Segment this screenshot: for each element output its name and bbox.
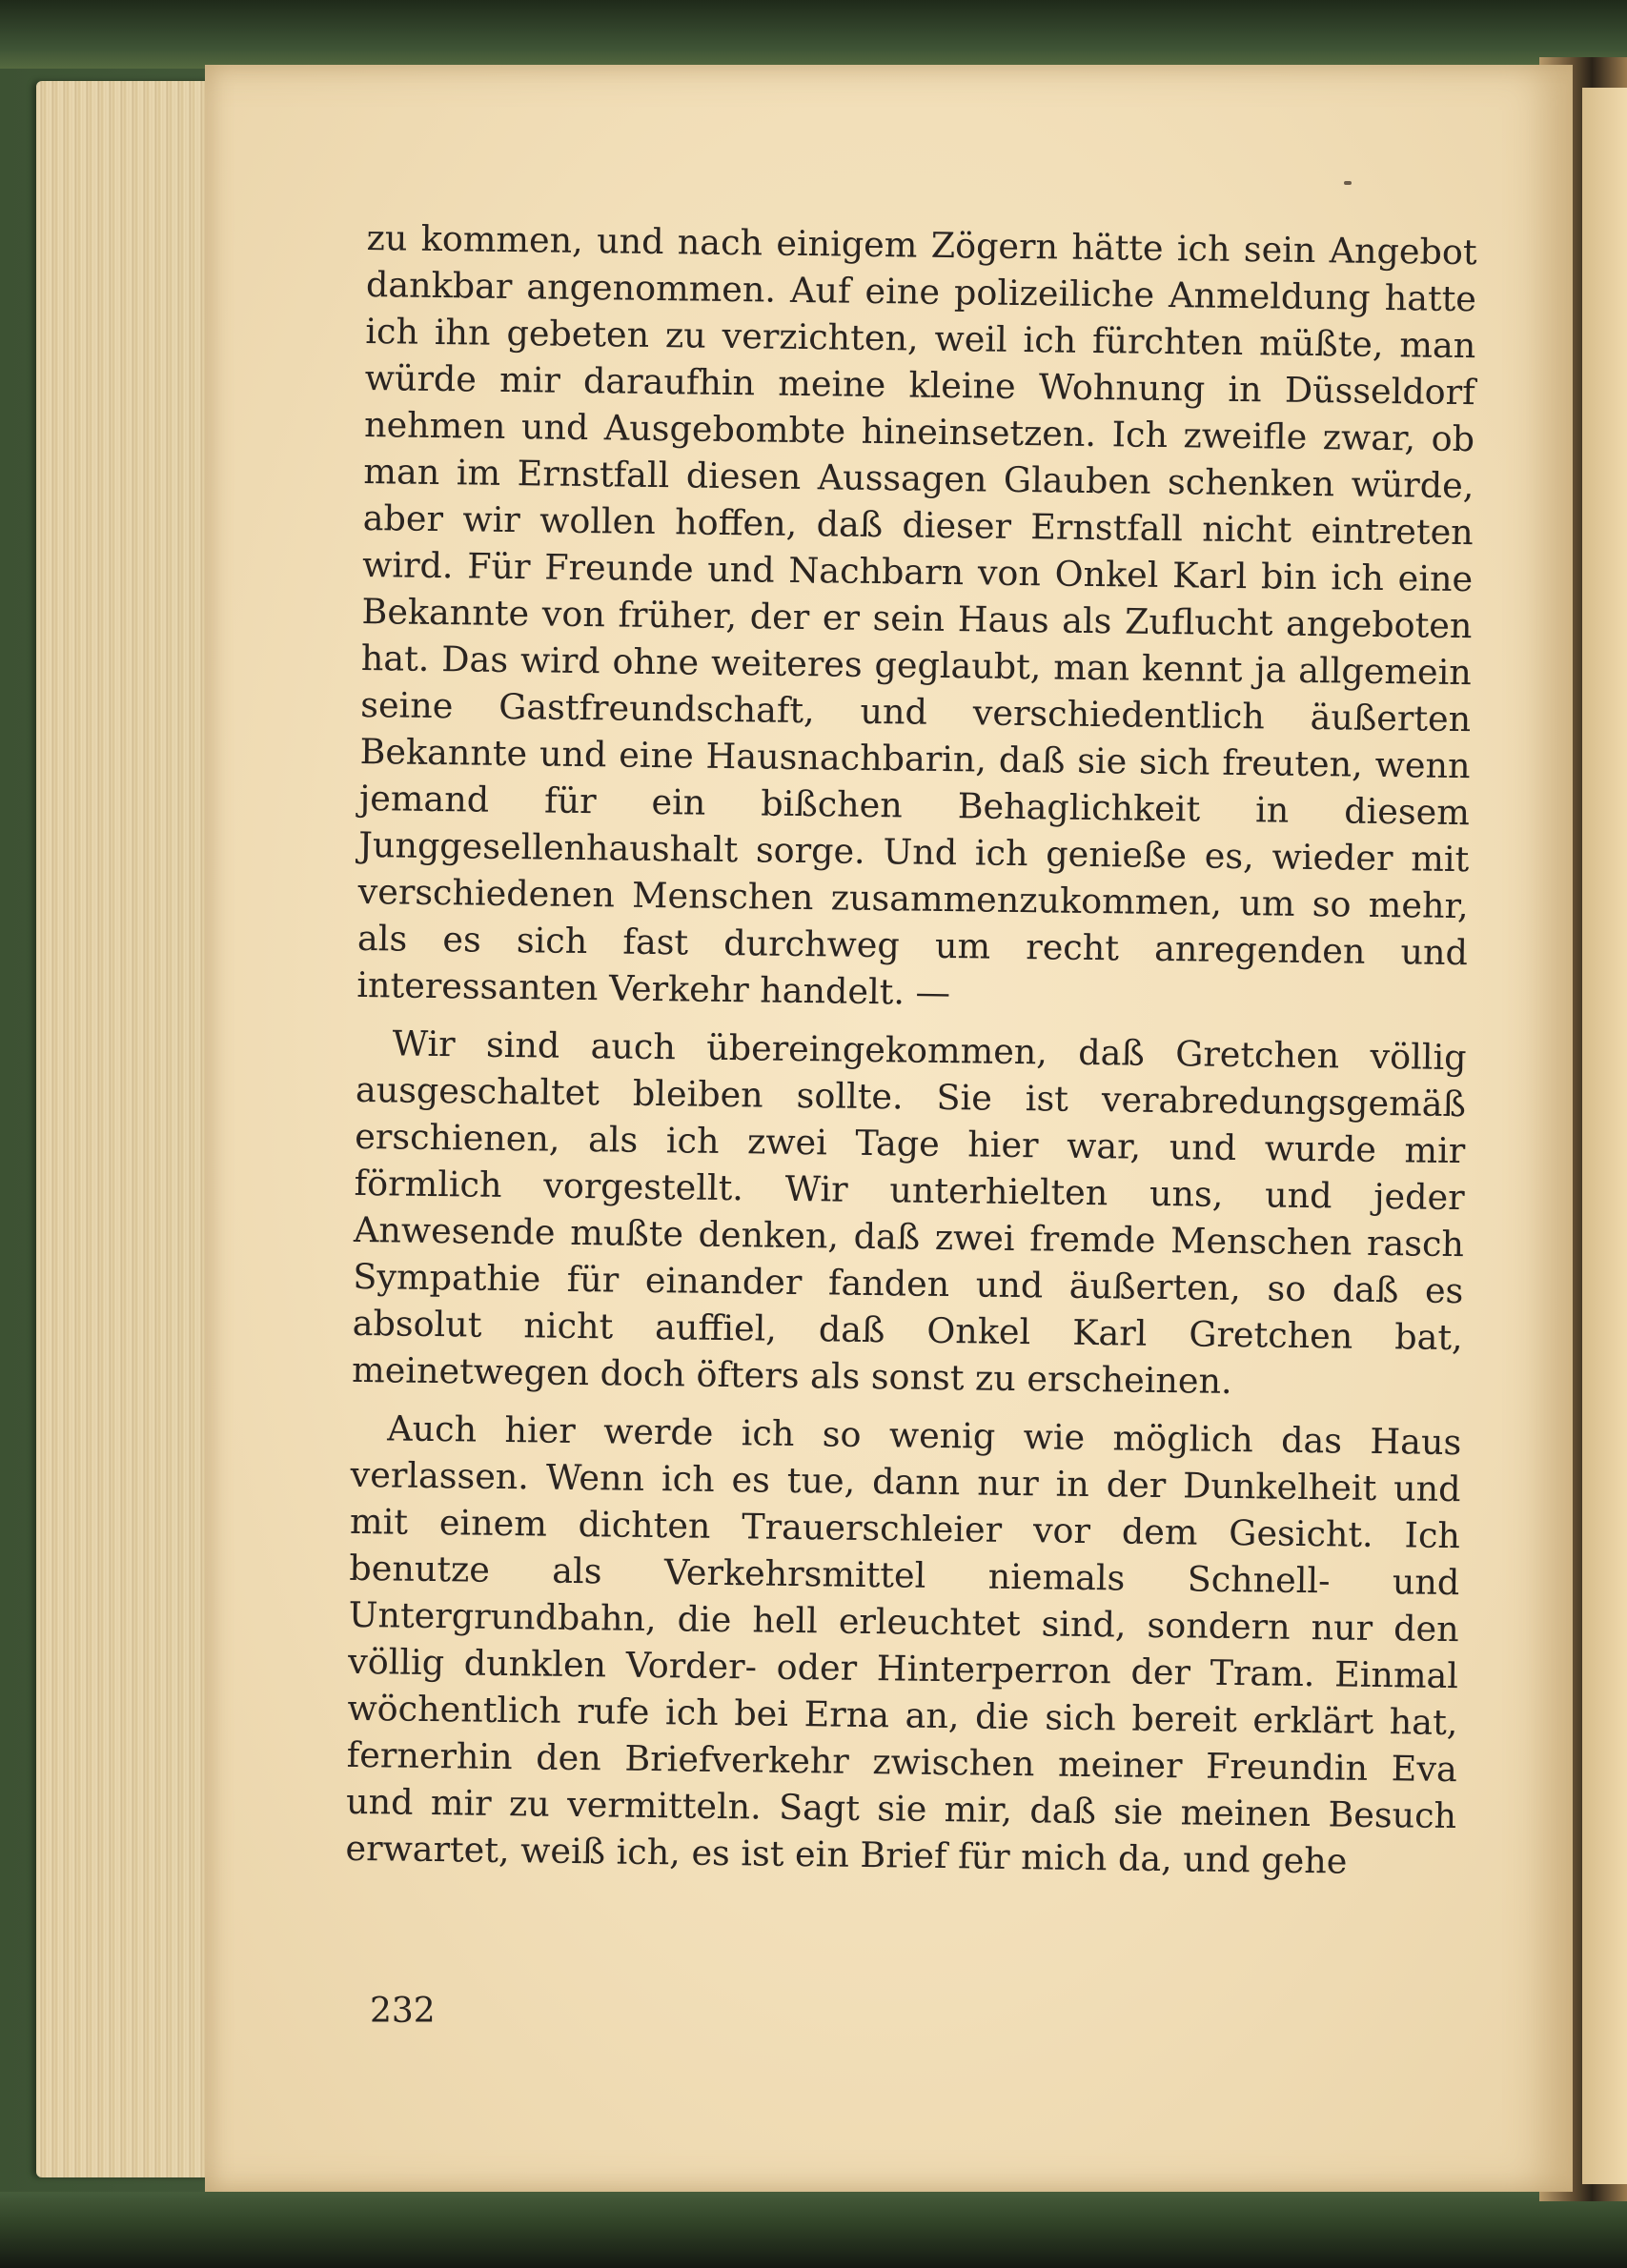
page-edges bbox=[36, 81, 227, 2177]
paragraph-3: Auch hier werde ich so wenig wie möglich das Haus verlassen. Wenn ich es tue, dann nur in der Dunkelheit und mit einem dichten Trauerschleier vor dem Gesicht. Ich benutze als Verkehrsmittel niemals Schnell- und Untergrundbahn, die hell erleuchtet sind, sondern nur den völlig dunklen Vorder- oder Hinterperron der Tram. Einmal wöchentlich rufe ich bei Erna an, die sich bereit erklärt hat, fernerhin den Briefverkehr zwischen meiner Freundin Eva und mir zu vermitteln. Sagt sie mir, daß sie meinen Besuch erwartet, weiß ich, es ist ein Brief für mich da, und gehe bbox=[345, 1407, 1462, 1882]
page-text bbox=[345, 214, 1477, 1886]
book-cover-top bbox=[0, 0, 1627, 69]
page-number: 232 bbox=[370, 1992, 436, 2031]
facing-page-edge bbox=[1582, 88, 1627, 2184]
book-cover-bottom bbox=[0, 2192, 1627, 2268]
paragraph-2: Wir sind auch übereingekommen, daß Gretchen völlig ausgeschaltet bleiben sollte. Sie ist verabredungsgemäß erschienen, als ich zwei Tage hier war, und wurde mir förmlich vorgestellt. Wir unterhielten uns, und jeder Anwesende mußte denken, daß zwei fremde Menschen rasch Sympathie für einander fanden und äußerten, so daß es absolut nicht auffiel, daß Onkel Karl Gretchen bat, meinetwegen doch öfters als sonst zu erscheinen. bbox=[351, 1023, 1467, 1402]
paper-speck bbox=[1344, 181, 1352, 185]
paragraph-1: zu kommen, und nach einigem Zögern hätte ich sein Angebot dankbar angenommen. Auf eine polizeiliche Anmeldung hatte ich ihn gebeten zu verzichten, weil ich fürchten müßte, man würde mir daraufhin meine kleine Wohnung in Düsseldorf nehmen und Ausgebombte hineinsetzen. Ich zweifle zwar, ob man im Ernstfall diesen Aussagen Glauben schenken würde, aber wir wollen hoffen, daß dieser Ernstfall nicht eintreten wird. Für Freunde und Nachbarn von Onkel Karl bin ich eine Bekannte von früher, der er sein Haus als Zuflucht angeboten hat. Das wird ohne weiteres geglaubt, man kennt ja allgemein seine Gastfreundschaft, und verschiedentlich äußerten Bekannte und eine Hausnachbarin, daß sie sich freuten, wenn jemand für ein bißchen Behaglichkeit in diesem Junggesellenhaushalt sorge. Und ich genieße es, wieder mit verschiedenen Menschen zusammenzukommen, um so mehr, als es sich fast durchweg um recht anregenden und interessanten Verkehr handelt. — bbox=[356, 216, 1477, 1014]
